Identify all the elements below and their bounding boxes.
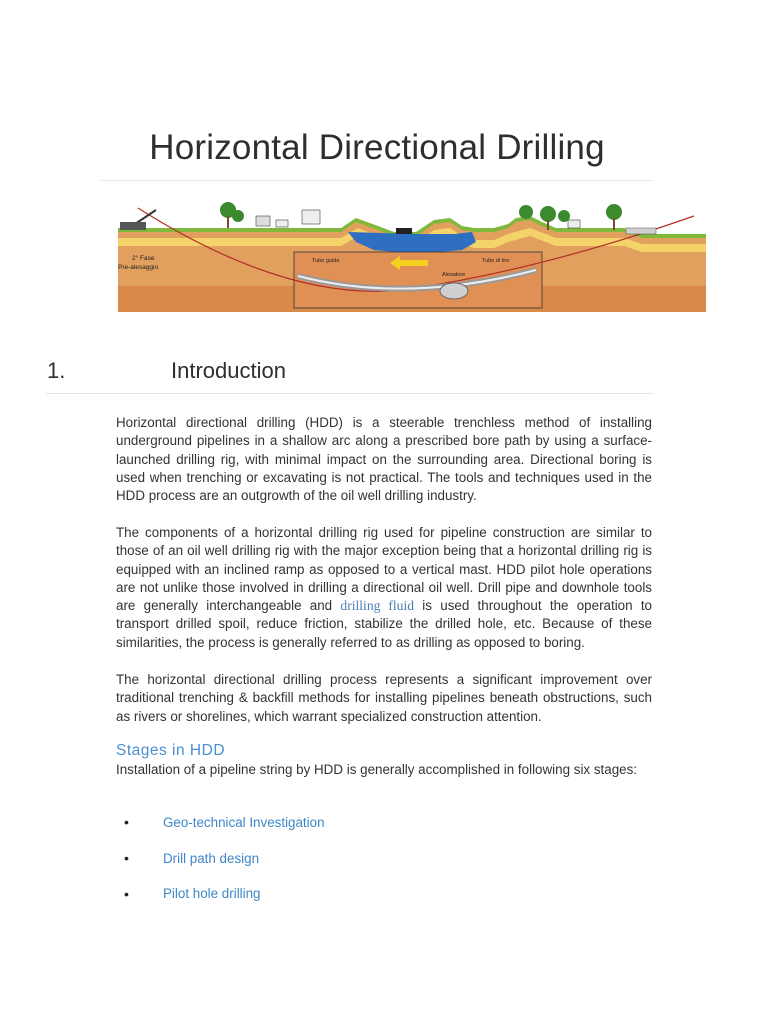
section-number: 1. [47, 358, 66, 383]
drilling-fluid-link[interactable]: drilling fluid [340, 598, 415, 614]
paragraph-2-text-b: is used throughout the operation to transport drilled spoil, reduce friction, stabilize the drilled hole, etc. Because of these similarities, the process is generally referred to as drilling as opposed to boring. [116, 598, 652, 650]
label-alesatore: Alesatore [442, 272, 466, 278]
stage-link-drill-path[interactable]: Drill path design [163, 851, 260, 866]
page-title: Horizontal Directional Drilling [149, 128, 605, 167]
bullet-marker: • [124, 850, 129, 866]
label-tubo-guida: Tubo guida [312, 258, 340, 264]
phase-sublabel: Pre-alesaggio [118, 264, 159, 271]
stage-link-geotechnical[interactable]: Geo-technical Investigation [163, 815, 325, 830]
section-divider [46, 393, 653, 394]
section-title: Introduction [171, 358, 286, 383]
paragraph-1: Horizontal directional drilling (HDD) is a steerable trenchless method of installing underground pipelines in a shallow arc along a prescribed bore path by using a surface-launched drilling rig, with minimal impact on the surrounding area. Directional boring is used when trenching or excavating is not practical. The tools and techniques used in the HDD process are an outgrowth of the oil well drilling industry. [116, 415, 652, 504]
paragraph-2 [116, 524, 652, 652]
phase-label: 2° Fase [132, 255, 155, 262]
stages-heading: Stages in HDD [116, 742, 226, 759]
hdd-diagram [116, 198, 708, 320]
title-divider [101, 180, 653, 181]
paragraph-3: The horizontal directional drilling process represents a significant improvement over traditional trenching & backfill methods for installing pipelines beneath obstructions, such as rivers or shorelines, which warrant specialized construction attention. [116, 672, 652, 724]
stage-link-pilot-hole[interactable]: Pilot hole drilling [163, 886, 261, 901]
paragraph-2-text-a: The components of a horizontal drilling rig used for pipeline construction are similar to those of an oil well drilling rig with the major exception being that a horizontal drilling rig is equipped with an inclined ramp as opposed to a vertical mast. HDD pilot hole operations are not unlike those involved in drilling a directional oil well. Drill pipe and downhole tools are generally interchangeable and [116, 525, 652, 614]
bullet-marker: • [124, 886, 129, 902]
label-tubo-tiro: Tubo di tiro [482, 258, 510, 264]
stages-intro: Installation of a pipeline string by HDD is generally accomplished in following six stages: [116, 762, 638, 777]
bullet-marker: • [124, 814, 129, 830]
